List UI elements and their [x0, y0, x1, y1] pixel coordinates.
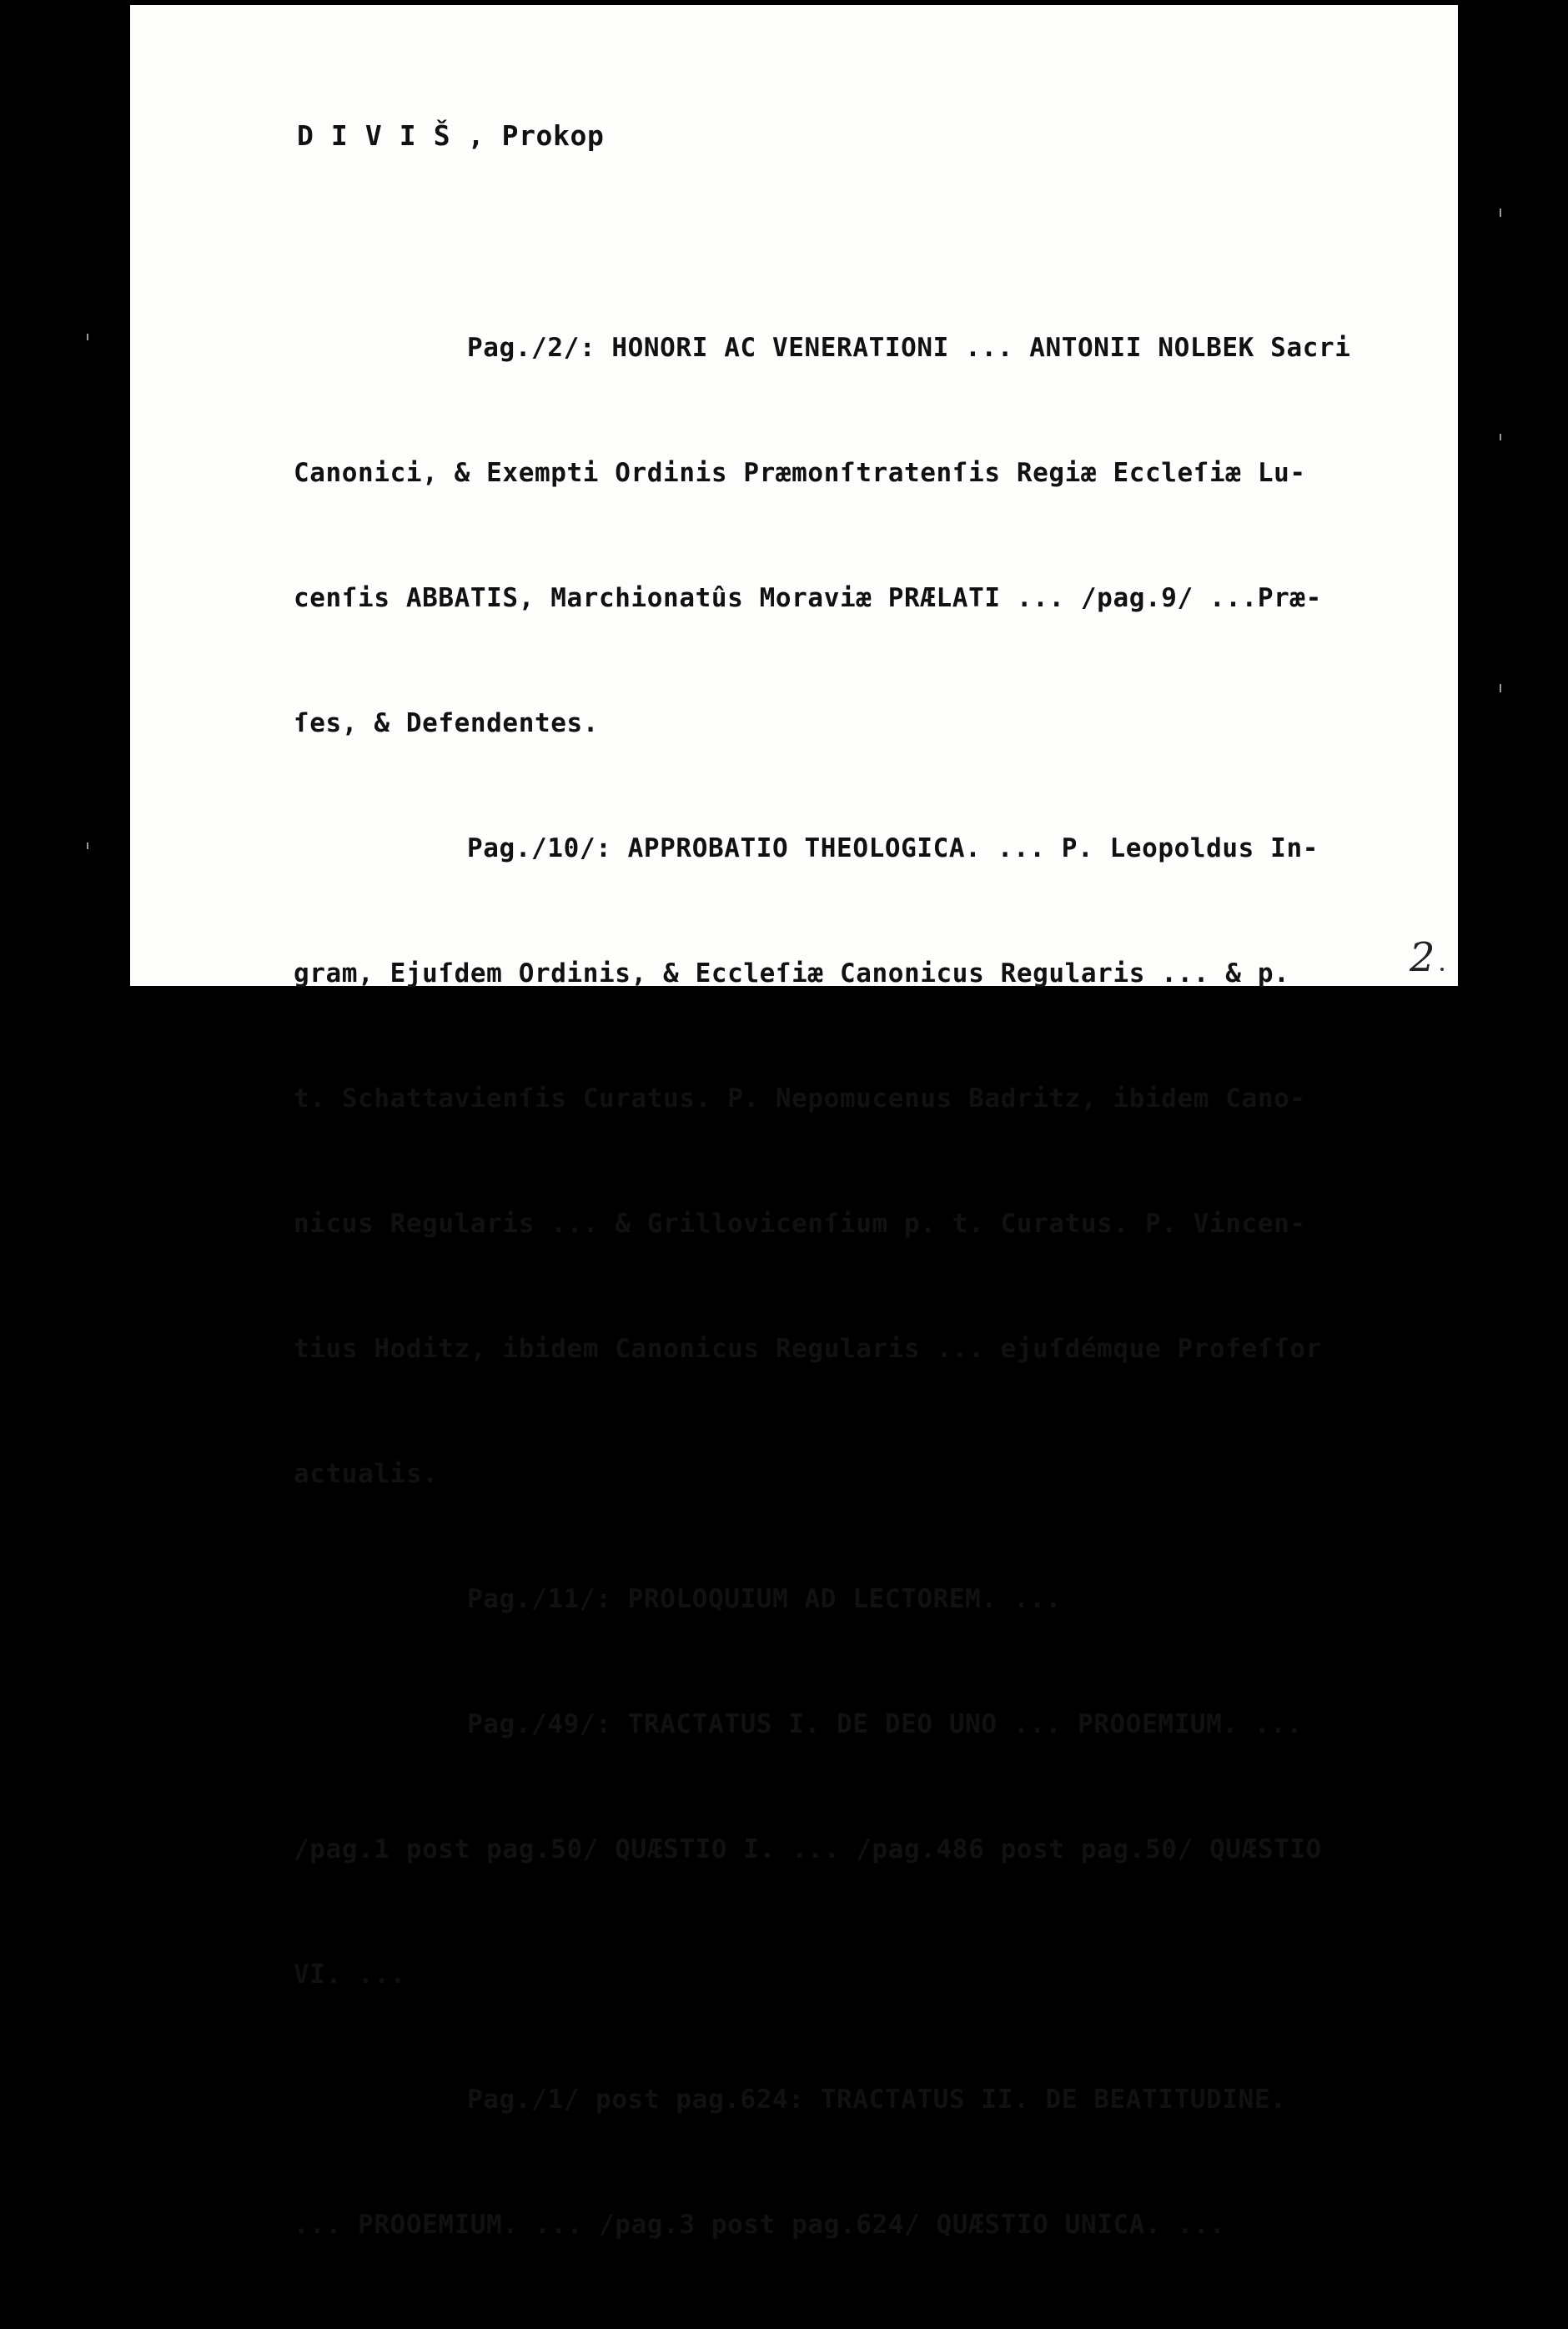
card-line: Pag./49/: TRACTATUS I. DE DEO UNO ... PROOEMIUM. ...	[467, 1709, 1303, 1739]
card-line: nicus Regularis ... & Grillovicenſium p. t. Curatus. P. Vincen-	[294, 1209, 1306, 1239]
card-line: gram, Ejuſdem Ordinis, & Eccleſiæ Canonicus Regularis ... & p.	[294, 958, 1290, 988]
card-line: cenſis ABBATIS, Marchionatûs Moraviæ PRÆLATI ... /pag.9/ ...Præ-	[294, 583, 1322, 613]
margin-speck	[1500, 209, 1501, 217]
card-line: ſes, & Defendentes.	[294, 708, 600, 738]
margin-speck	[87, 843, 88, 849]
card-line: /pag.1 post pag.50/ QUÆSTIO I. ... /pag.486 post pag.50/ QUÆSTIO	[294, 1834, 1322, 1864]
card-body	[294, 244, 1428, 2329]
margin-speck	[1500, 434, 1501, 440]
card-line: Pag./11/: PROLOQUIUM AD LECTOREM. ...	[467, 1584, 1062, 1614]
card-line: Pag./2/: HONORI AC VENERATIONI ... ANTONII NOLBEK Sacri	[467, 333, 1351, 363]
card-line: ... PROOEMIUM. ... /pag.3 post pag.624/ QUÆSTIO UNICA. ...	[294, 2210, 1226, 2240]
card-line: actualis.	[294, 1459, 439, 1489]
page-number-dot	[1440, 968, 1444, 971]
margin-speck	[87, 334, 88, 340]
card-line: VI. ...	[294, 1959, 406, 1989]
handwritten-page-number: 2	[1410, 934, 1435, 981]
card-line: Pag./10/: APPROBATIO THEOLOGICA. ... P. Leopoldus In-	[467, 833, 1319, 863]
margin-speck	[1500, 684, 1501, 692]
card-line: Pag./1/ post pag.624: TRACTATUS II. DE BEATITUDINE.	[467, 2085, 1287, 2115]
card-line: t. Schattavienſis Curatus. P. Nepomucenus Badritz, ibidem Cano-	[294, 1084, 1306, 1114]
card-heading: D I V I Š , Prokop	[297, 119, 605, 152]
card-line: Canonici, & Exempti Ordinis Præmonſtratenſis Regiæ Eccleſiæ Lu-	[294, 458, 1306, 488]
card-line: tius Hoditz, ibidem Canonicus Regularis ... ejuſdémque Profeſſor	[294, 1334, 1322, 1364]
